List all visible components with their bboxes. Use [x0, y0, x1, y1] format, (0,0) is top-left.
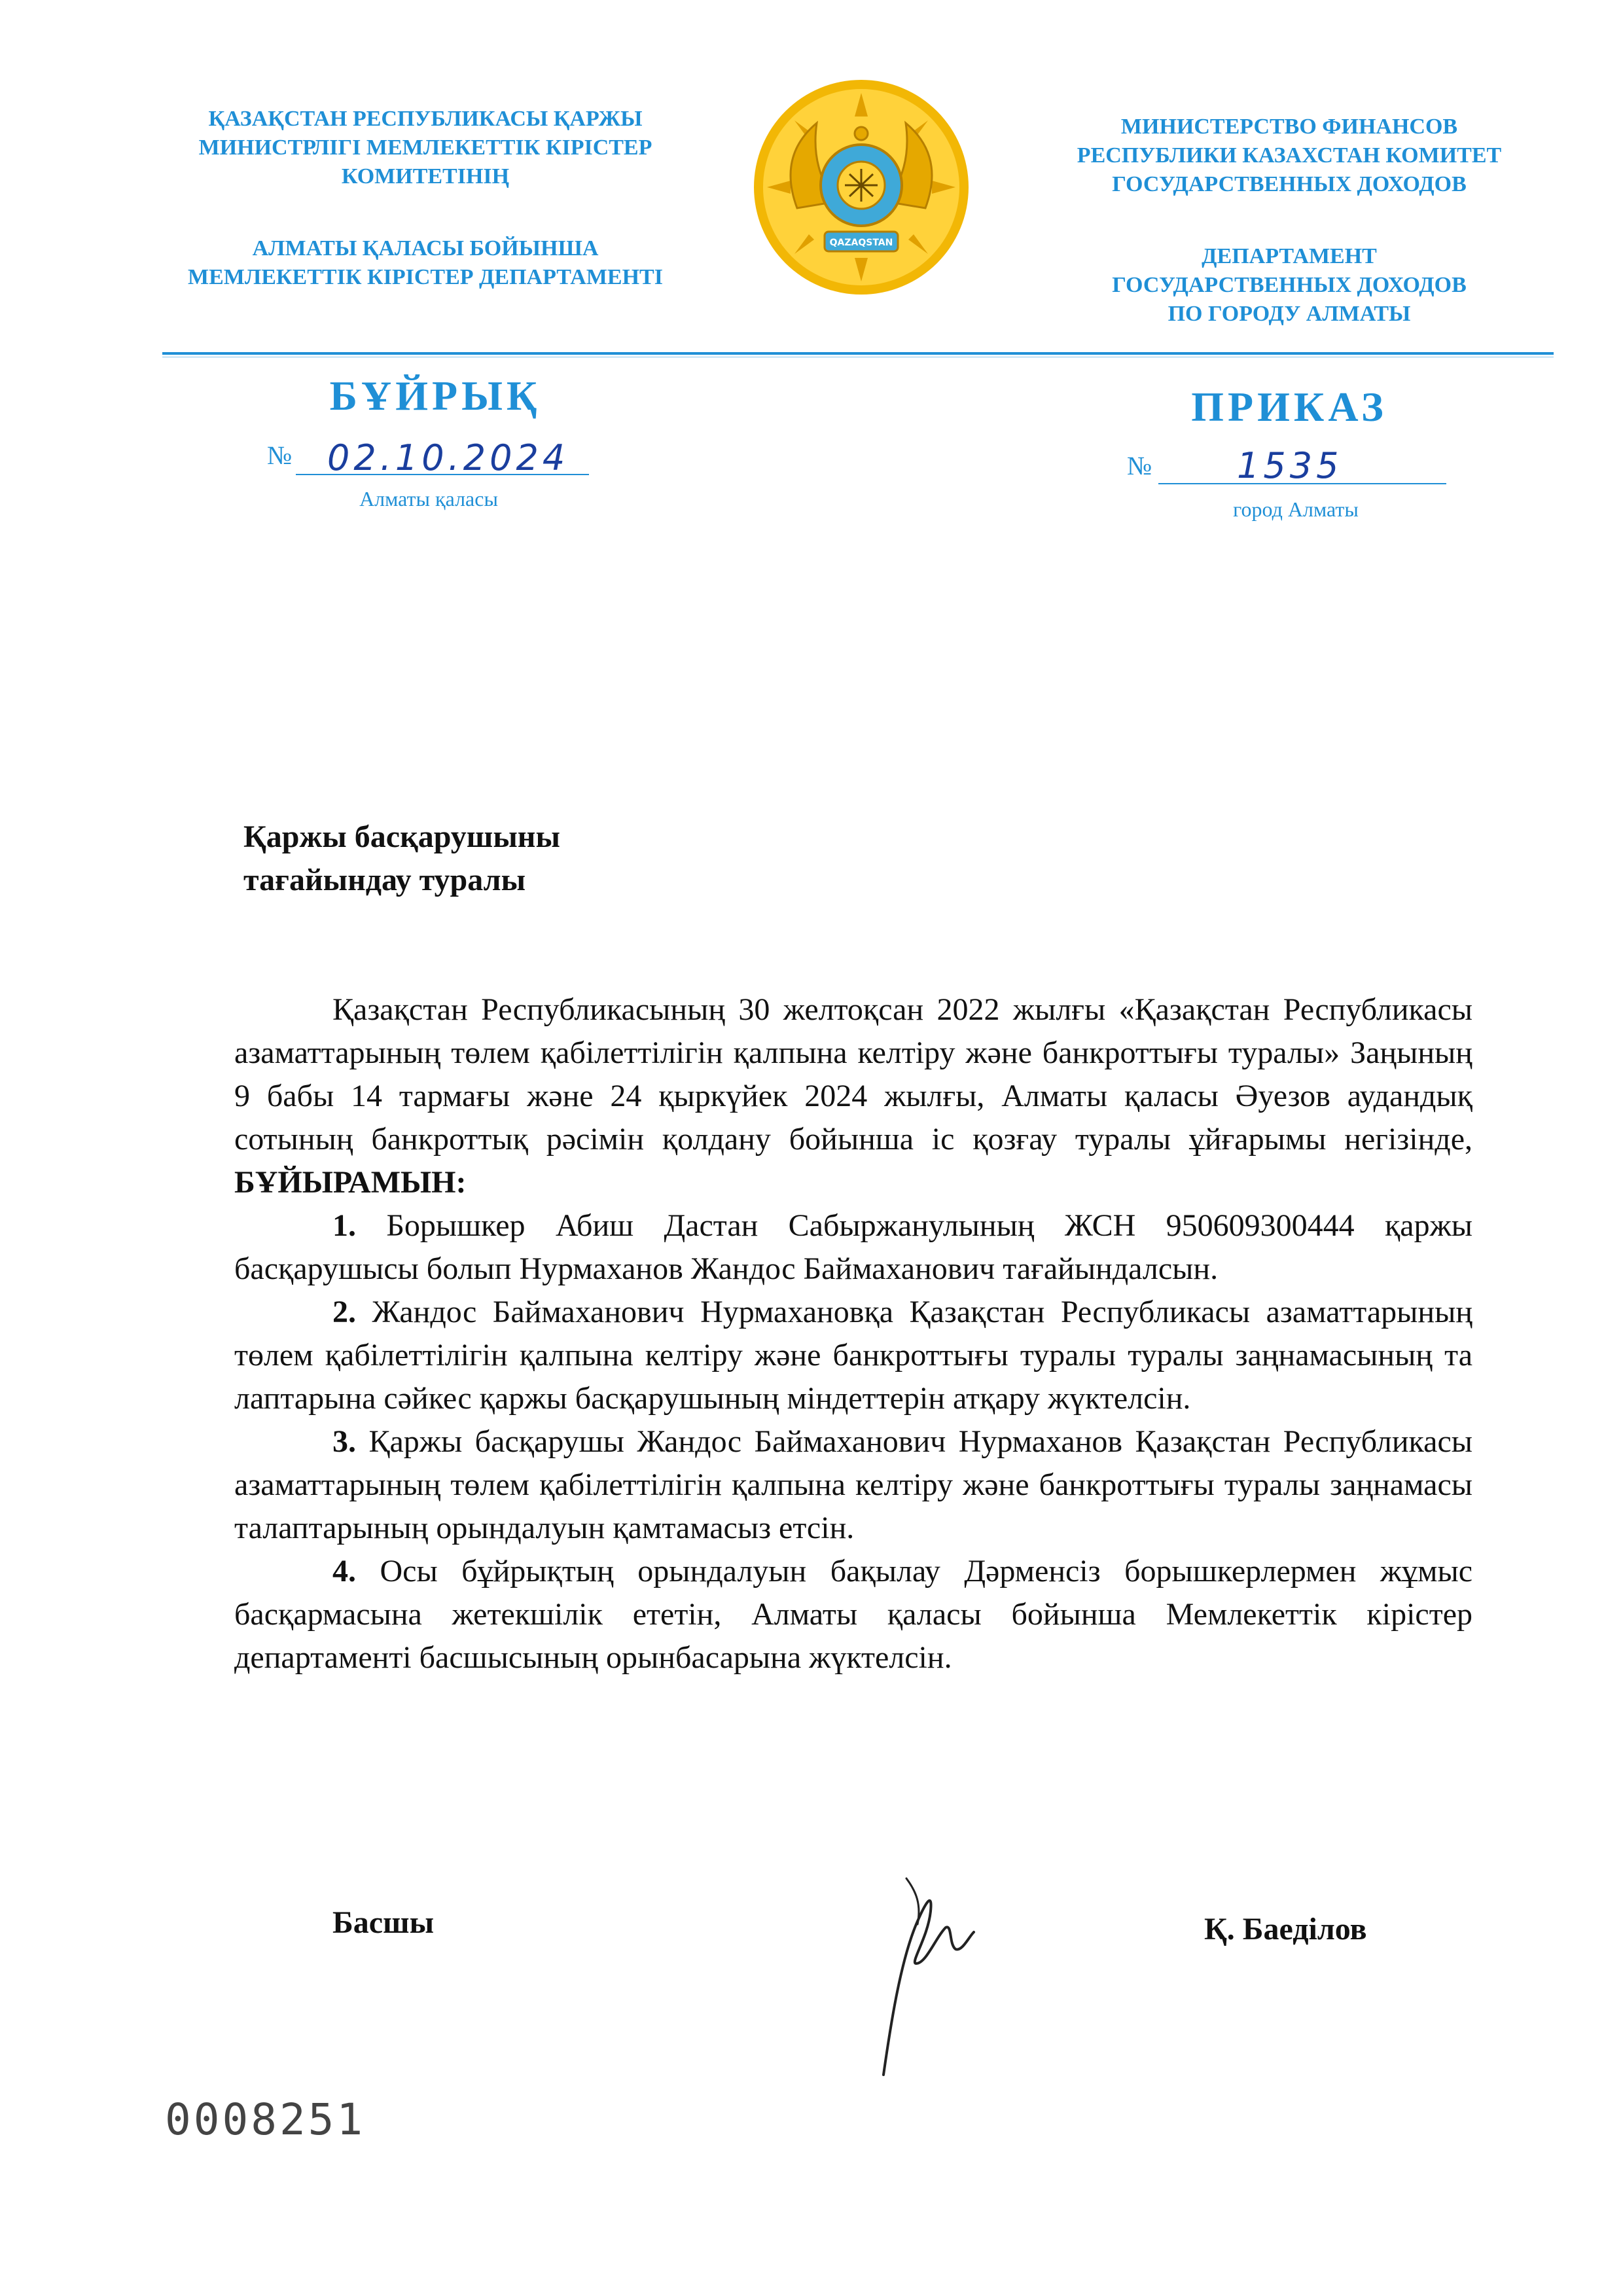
header-left-kz [137, 105, 713, 292]
order-item [234, 1550, 1472, 1679]
item-text: Қаржы басқарушы Жандос Баймаханович Нурмаханов Қазақстан Республикасы азаматтарының төлем қабілеттілігін қалпына келтіру және банкроттығы туралы заңнамасы талаптарының орындалуын қамтамасыз етсін. [234, 1424, 1473, 1545]
item-number: 3. [332, 1424, 356, 1459]
signatory-name: Қ. Баеділов [1204, 1912, 1367, 1946]
order-item [234, 1420, 1472, 1550]
header-right-line: ГОСУДАРСТВЕННЫХ ДОХОДОВ [1112, 172, 1467, 196]
header-left-line: АЛМАТЫ ҚАЛАСЫ БОЙЫНША [252, 236, 599, 260]
header-right-line: РЕСПУБЛИКИ КАЗАХСТАН КОМИТЕТ [1077, 143, 1502, 168]
header-left-line: ҚАЗАҚСТАН РЕСПУБЛИКАСЫ ҚАРЖЫ [208, 107, 643, 131]
intro-paragraph [234, 988, 1472, 1204]
header-right-line: ГОСУДАРСТВЕННЫХ ДОХОДОВ [1112, 273, 1467, 297]
header-left-line: КОМИТЕТІНІҢ [341, 164, 510, 188]
order-body [234, 988, 1472, 1679]
order-item [234, 1291, 1472, 1420]
header-right-ru [1027, 113, 1551, 329]
item-number: 1. [332, 1208, 356, 1243]
header-right-line: ПО ГОРОДУ АЛМАТЫ [1168, 302, 1411, 326]
order-subject [243, 816, 560, 902]
header-divider [162, 352, 1554, 355]
serial-number: 0008251 [165, 2094, 366, 2145]
number-sign-ru: № [1127, 451, 1152, 480]
item-text: Осы бұйрықтың орындалуын бақылау Дәрменсіз борышкерлермен жұмыс басқармасына жетекшілік ететін, Алматы қаласы бойынша Мемлекеттік кірістер департаменті басшысының орынбасарына жүктелсін. [234, 1554, 1472, 1675]
item-text: Борышкер Абиш Дастан Сабыржанулының ЖСН 950609300444 қаржы басқарушысы болып Нурмаханов Жандос Баймаханович тағайындалсын. [234, 1208, 1472, 1286]
signatory-position: Басшы [332, 1905, 435, 1940]
intro-text: Қазақстан Республикасының 30 желтоқсан 2022 жылғы «Қазақстан Республикасы азаматтарының төлем қабілеттілігін қалпына келтіру және банкроттығы туралы» Заңының 9 бабы 14 тармағы және 24 қыркүйек 2024 жылғы, Алматы қаласы Әуезов аудандық сотының банкроттық рәсімін қолдану бойынша іс қозғау туралы ұйғарымы негізінде, [234, 992, 1472, 1157]
header-right-line: МИНИСТЕРСТВО ФИНАНСОВ [1120, 115, 1458, 139]
item-number: 2. [332, 1295, 356, 1329]
header-left-line: МИНИСТРЛІГІ МЕМЛЕКЕТТІК КІРІСТЕР [198, 135, 652, 160]
order-title-kz: БҰЙРЫҚ [329, 372, 541, 419]
order-item [234, 1204, 1472, 1291]
command-word: БҰЙЫРАМЫН: [234, 1165, 467, 1200]
header-left-line: МЕМЛЕКЕТТІК КІРІСТЕР ДЕПАРТАМЕНТІ [188, 265, 663, 289]
city-kz: Алматы қаласы [359, 487, 498, 511]
city-ru: город Алматы [1233, 497, 1359, 521]
subject-line: Қаржы басқарушыны [243, 819, 560, 854]
number-sign-kz: № [267, 440, 293, 470]
emblem-label: QAZAQSTAN [829, 238, 893, 248]
order-title-ru: ПРИКАЗ [1191, 384, 1387, 430]
handwritten-signature [870, 1865, 1027, 2081]
item-number: 4. [332, 1554, 356, 1588]
subject-line: тағайындау туралы [243, 863, 526, 897]
item-text: Жандос Баймаханович Нурмахановқа Қазақстан Республикасы азаматтарының төлем қабілеттілігін қалпына келтіру және банкроттығы туралы туралы заңнамасының та лаптарына сәйкес қаржы басқарушының міндеттерін атқару жүктелсін. [234, 1295, 1473, 1416]
handwritten-date: 02.10.2024 [327, 437, 569, 478]
header-right-line: ДЕПАРТАМЕНТ [1202, 244, 1377, 268]
state-emblem-icon [751, 77, 971, 297]
handwritten-order-number: 1535 [1237, 445, 1343, 486]
